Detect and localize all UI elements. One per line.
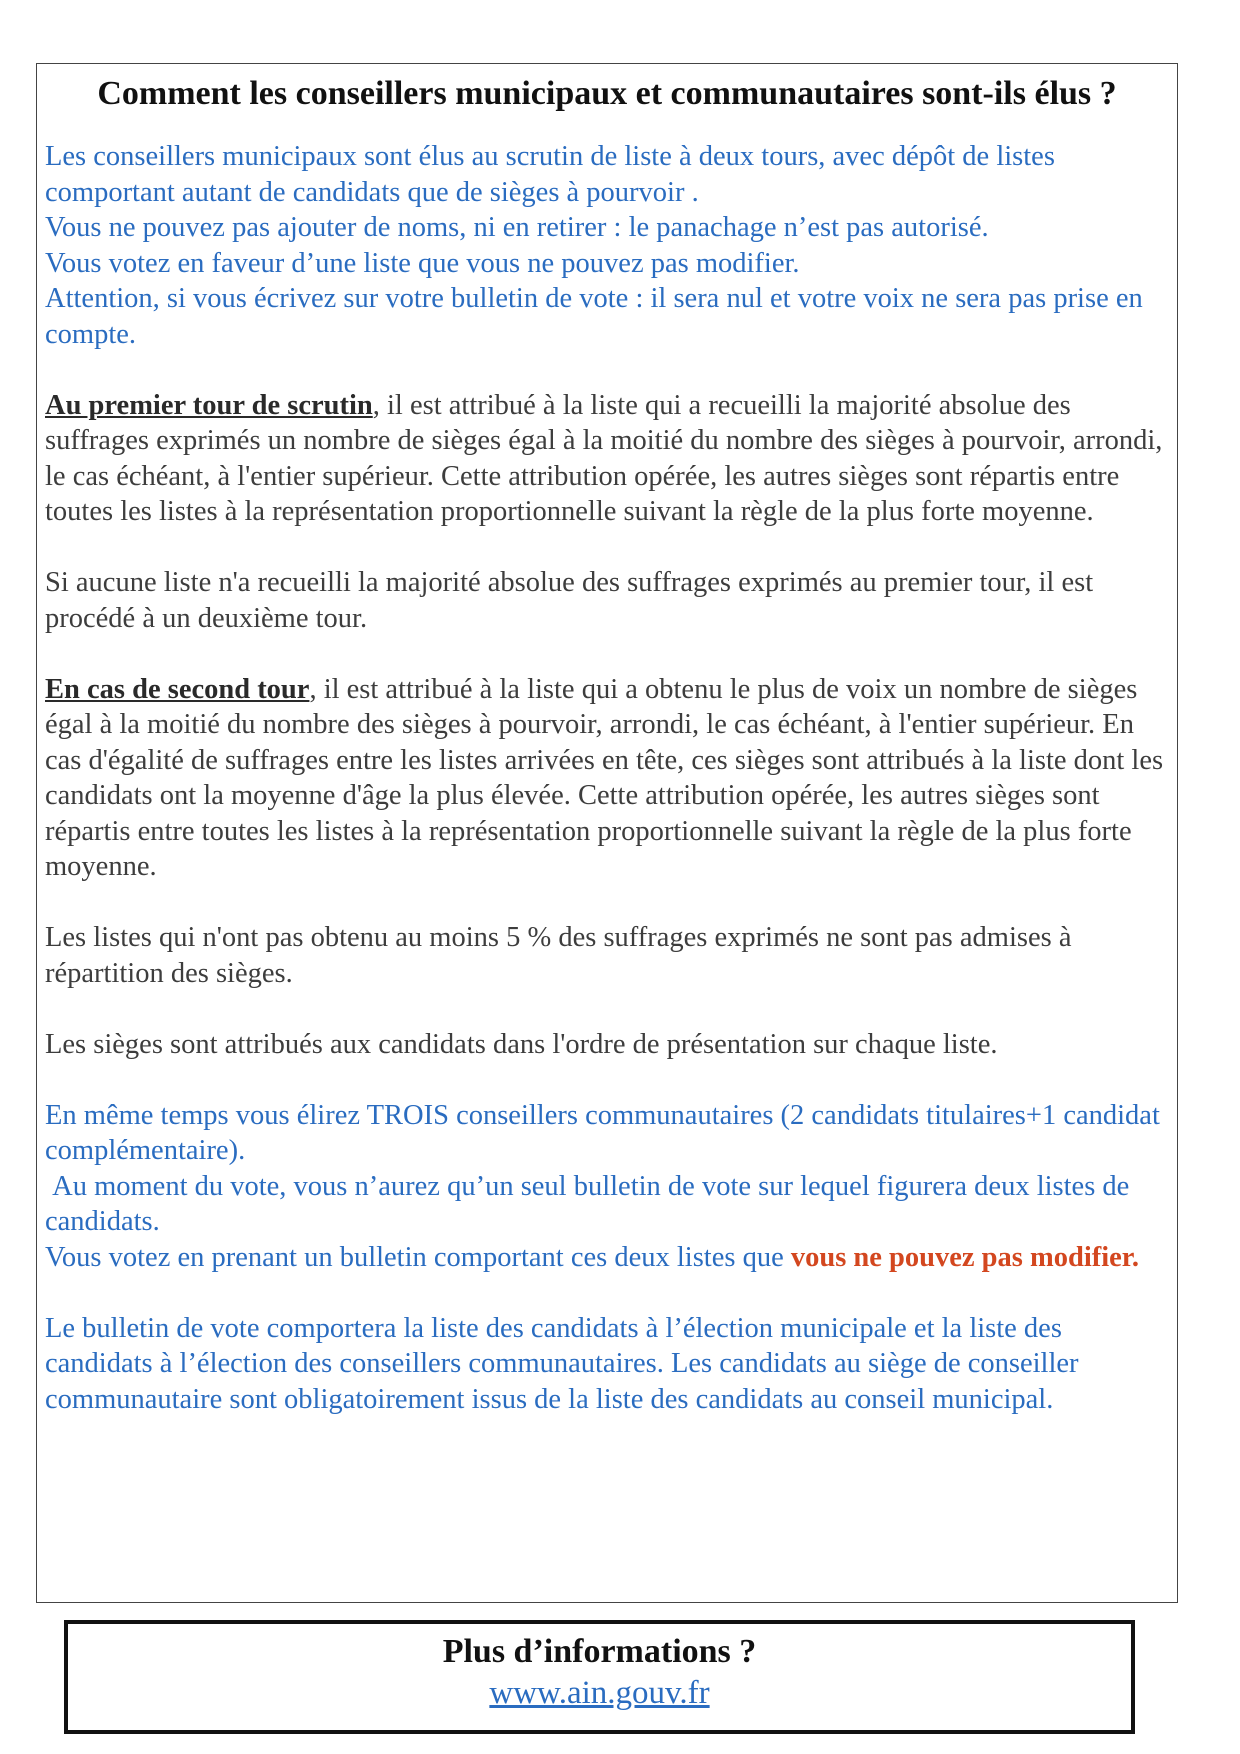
first-round-keyword: Au premier tour de scrutin xyxy=(45,389,373,421)
no-majority-paragraph: Si aucune liste n'a recueilli la majorité absolue des suffrages exprimés au premier tour, il est procédé à un deuxième tour. xyxy=(45,567,1094,634)
community-paragraph xyxy=(45,1098,1169,1276)
intro-paragraph xyxy=(45,139,1169,352)
prefecture-website-link[interactable]: www.ain.gouv.fr xyxy=(489,1675,710,1711)
page-title: Comment les conseillers municipaux et communautaires sont-ils élus ? xyxy=(97,75,1117,112)
cannot-modify-emphasis: vous ne pouvez pas modifier. xyxy=(790,1241,1139,1273)
more-info-box xyxy=(64,1620,1135,1734)
order-paragraph: Les sièges sont attribués aux candidats dans l'ordre de présentation sur chaque liste. xyxy=(45,1028,998,1060)
ballot-paragraph: Le bulletin de vote comportera la liste des candidats à l’élection municipale et la liste des candidats à l’élection des conseillers communautaires. Les candidats au siège de conseiller communautaire sont obligatoirement issus de la liste des candidats au conseil municipal. xyxy=(45,1312,1079,1415)
intro-line-3: Vous votez en faveur d’une liste que vous ne pouvez pas modifier. xyxy=(45,247,800,279)
community-line-3 xyxy=(45,1240,1169,1276)
more-info-title: Plus d’informations ? xyxy=(442,1633,757,1670)
intro-line-1: Les conseillers municipaux sont élus au scrutin de liste à deux tours, avec dépôt de listes comportant autant de candidats que de sièges à pourvoir . xyxy=(45,141,1055,208)
community-line-1: En même temps vous élirez TROIS conseillers communautaires (2 candidats titulaires+1 candidat complémentaire). xyxy=(45,1099,1160,1166)
intro-line-2: Vous ne pouvez pas ajouter de noms, ni en retirer : le panachage n’est pas autorisé. xyxy=(45,212,989,243)
threshold-paragraph: Les listes qui n'ont pas obtenu au moins 5 % des suffrages exprimés ne sont pas admises à répartition des sièges. xyxy=(45,922,1072,989)
second-round-keyword: En cas de second tour xyxy=(45,673,310,705)
community-line-2: Au moment du vote, vous n’aurez qu’un seul bulletin de vote sur lequel figurera deux listes de candidats. xyxy=(45,1170,1137,1237)
second-round-text: , il est attribué à la liste qui a obtenu le plus de voix un nombre de sièges égal à la moitié du nombre des sièges à pourvoir, arrondi, le cas échéant, à l'entier supérieur. En cas d'égalité de suffrages entre les listes arrivées en tête, ces sièges sont attribués à la liste dont les candidats ont la moyenne d'âge la plus élevée. Cette attribution opérée, les autres sièges sont répartis entre toutes les listes à la représentation proportionnelle suivant la règle de la plus forte moyenne. xyxy=(45,673,1164,882)
community-line-3-start: Vous votez en prenant un bulletin comportant ces deux listes que xyxy=(45,1241,791,1273)
first-round-text: , il est attribué à la liste qui a recueilli la majorité absolue des suffrages exprimés un nombre de sièges égal à la moitié du nombre des sièges à pourvoir, arrondi, le cas échéant, à l'entier supérieur. Cette attribution opérée, les autres sièges sont répartis entre toutes les listes à la représentation proportionnelle suivant la règle de la plus forte moyenne. xyxy=(45,389,1163,527)
first-round-paragraph xyxy=(45,388,1169,530)
intro-line-4: Attention, si vous écrivez sur votre bulletin de vote : il sera nul et votre voix ne sera pas prise en compte. xyxy=(45,283,1143,350)
info-box xyxy=(36,63,1178,1603)
second-round-paragraph xyxy=(45,672,1169,885)
